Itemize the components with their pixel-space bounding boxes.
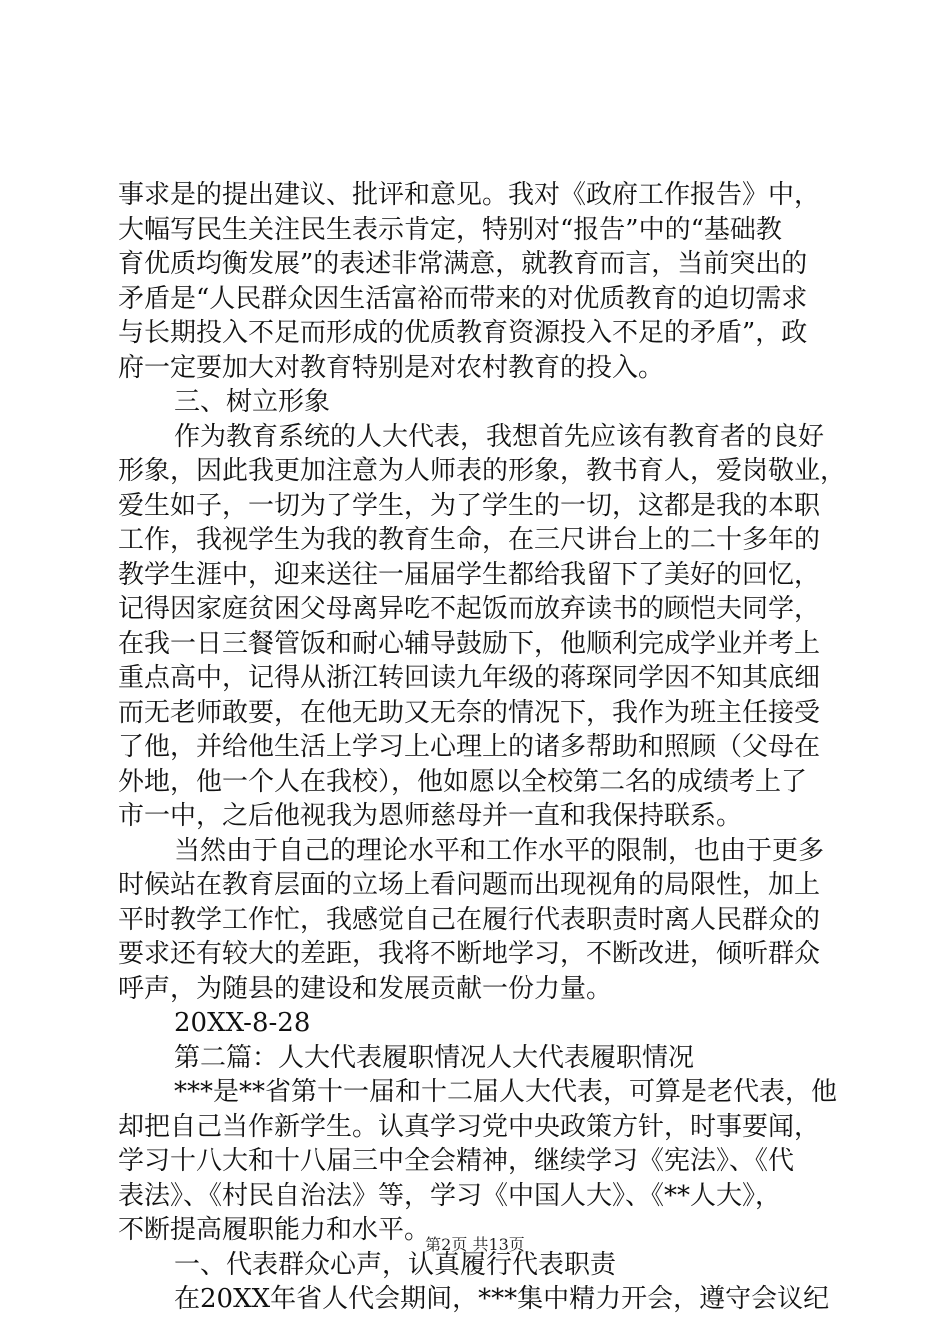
text-line: 表法》、《村民自治法》等，学习《中国人大》、《**人大》， xyxy=(118,1180,782,1211)
text-line: 重点高中，记得从浙江转回读九年级的蒋琛同学因不知其底细 xyxy=(118,663,821,693)
document-body xyxy=(118,178,847,1317)
text-line: 了他，并给他生活上学习上心理上的诸多帮助和照顾（父母在 xyxy=(118,732,821,762)
text-line: 教学生涯中，迎来送往一届届学生都给我留下了美好的回忆， xyxy=(118,559,821,590)
text-line: 事求是的提出建议、批评和意见。我对《政府工作报告》中， xyxy=(118,180,821,210)
text-line: 学习十八大和十八届三中全会精神，继续学习《宪法》、《代 xyxy=(118,1146,795,1176)
section-heading: 三、树立形象 xyxy=(174,387,331,417)
text-line: 记得因家庭贫困父母离异吃不起饭而放弃读书的顾恺夫同学， xyxy=(118,594,821,624)
text-line: 府一定要加大对教育特别是对农村教育的投入。 xyxy=(118,352,665,383)
text-line: 要求还有较大的差距，我将不断地学习，不断改进，倾听群众 xyxy=(118,939,821,969)
paragraph-first-line: 当然由于自己的理论水平和工作水平的限制，也由于更多 xyxy=(174,835,825,866)
text-line: 却把自己当作新学生。认真学习党中央政策方针，时事要闻， xyxy=(118,1111,821,1142)
page-footer xyxy=(0,1232,950,1255)
text-line: 大幅写民生关注民生表示肯定，特别对“报告”中的“基础教 xyxy=(118,214,782,245)
date-line: 20XX-8-28 xyxy=(174,1008,311,1038)
section-heading: 一、代表群众心声，认真履行代表职责 xyxy=(174,1249,617,1280)
paragraph-first-line: 作为教育系统的人大代表，我想首先应该有教育者的良好 xyxy=(174,421,825,452)
paragraph-first-line: 在20XX年省人代会期间，***集中精力开会，遵守会议纪 xyxy=(174,1284,830,1314)
text-line: 市一中，之后他视我为恩师慈母并一直和我保持联系。 xyxy=(118,801,743,831)
text-line: 外地，他一个人在我校），他如愿以全校第二名的成绩考上了 xyxy=(118,766,808,797)
text-line: 在我一日三餐管饭和耐心辅导鼓励下，他顺利完成学业并考上 xyxy=(118,628,821,659)
text-line: 与长期投入不足而形成的优质教育资源投入不足的矛盾”，政 xyxy=(118,318,808,348)
text-line: 形象，因此我更加注意为人师表的形象，教书育人，爱岗敬业， xyxy=(118,456,847,486)
text-line: 工作，我视学生为我的教育生命，在三尺讲台上的二十多年的 xyxy=(118,525,821,555)
text-line: 呼声，为随县的建设和发展贡献一份力量。 xyxy=(118,973,613,1004)
text-line: 爱生如子，一切为了学生，为了学生的一切，这都是我的本职 xyxy=(118,490,821,521)
paragraph-first-line: ***是**省第十一届和十二届人大代表，可算是老代表，他 xyxy=(174,1077,838,1107)
text-line: 平时教学工作忙，我感觉自己在履行代表职责时离人民群众的 xyxy=(118,904,821,935)
text-line: 不断提高履职能力和水平。 xyxy=(118,1215,431,1245)
text-line: 矛盾是“人民群众因生活富裕而带来的对优质教育的迫切需求 xyxy=(118,283,808,314)
text-line: 育优质均衡发展”的表述非常满意，就教育而言，当前突出的 xyxy=(118,249,808,279)
chapter-title: 第二篇：人大代表履职情况人大代表履职情况 xyxy=(174,1042,695,1073)
text-line: 时候站在教育层面的立场上看问题而出现视角的局限性，加上 xyxy=(118,870,821,900)
text-line: 而无老师敢要，在他无助又无奈的情况下，我作为班主任接受 xyxy=(118,697,821,728)
page-number-label: 第2页 共13页 xyxy=(425,1235,525,1254)
